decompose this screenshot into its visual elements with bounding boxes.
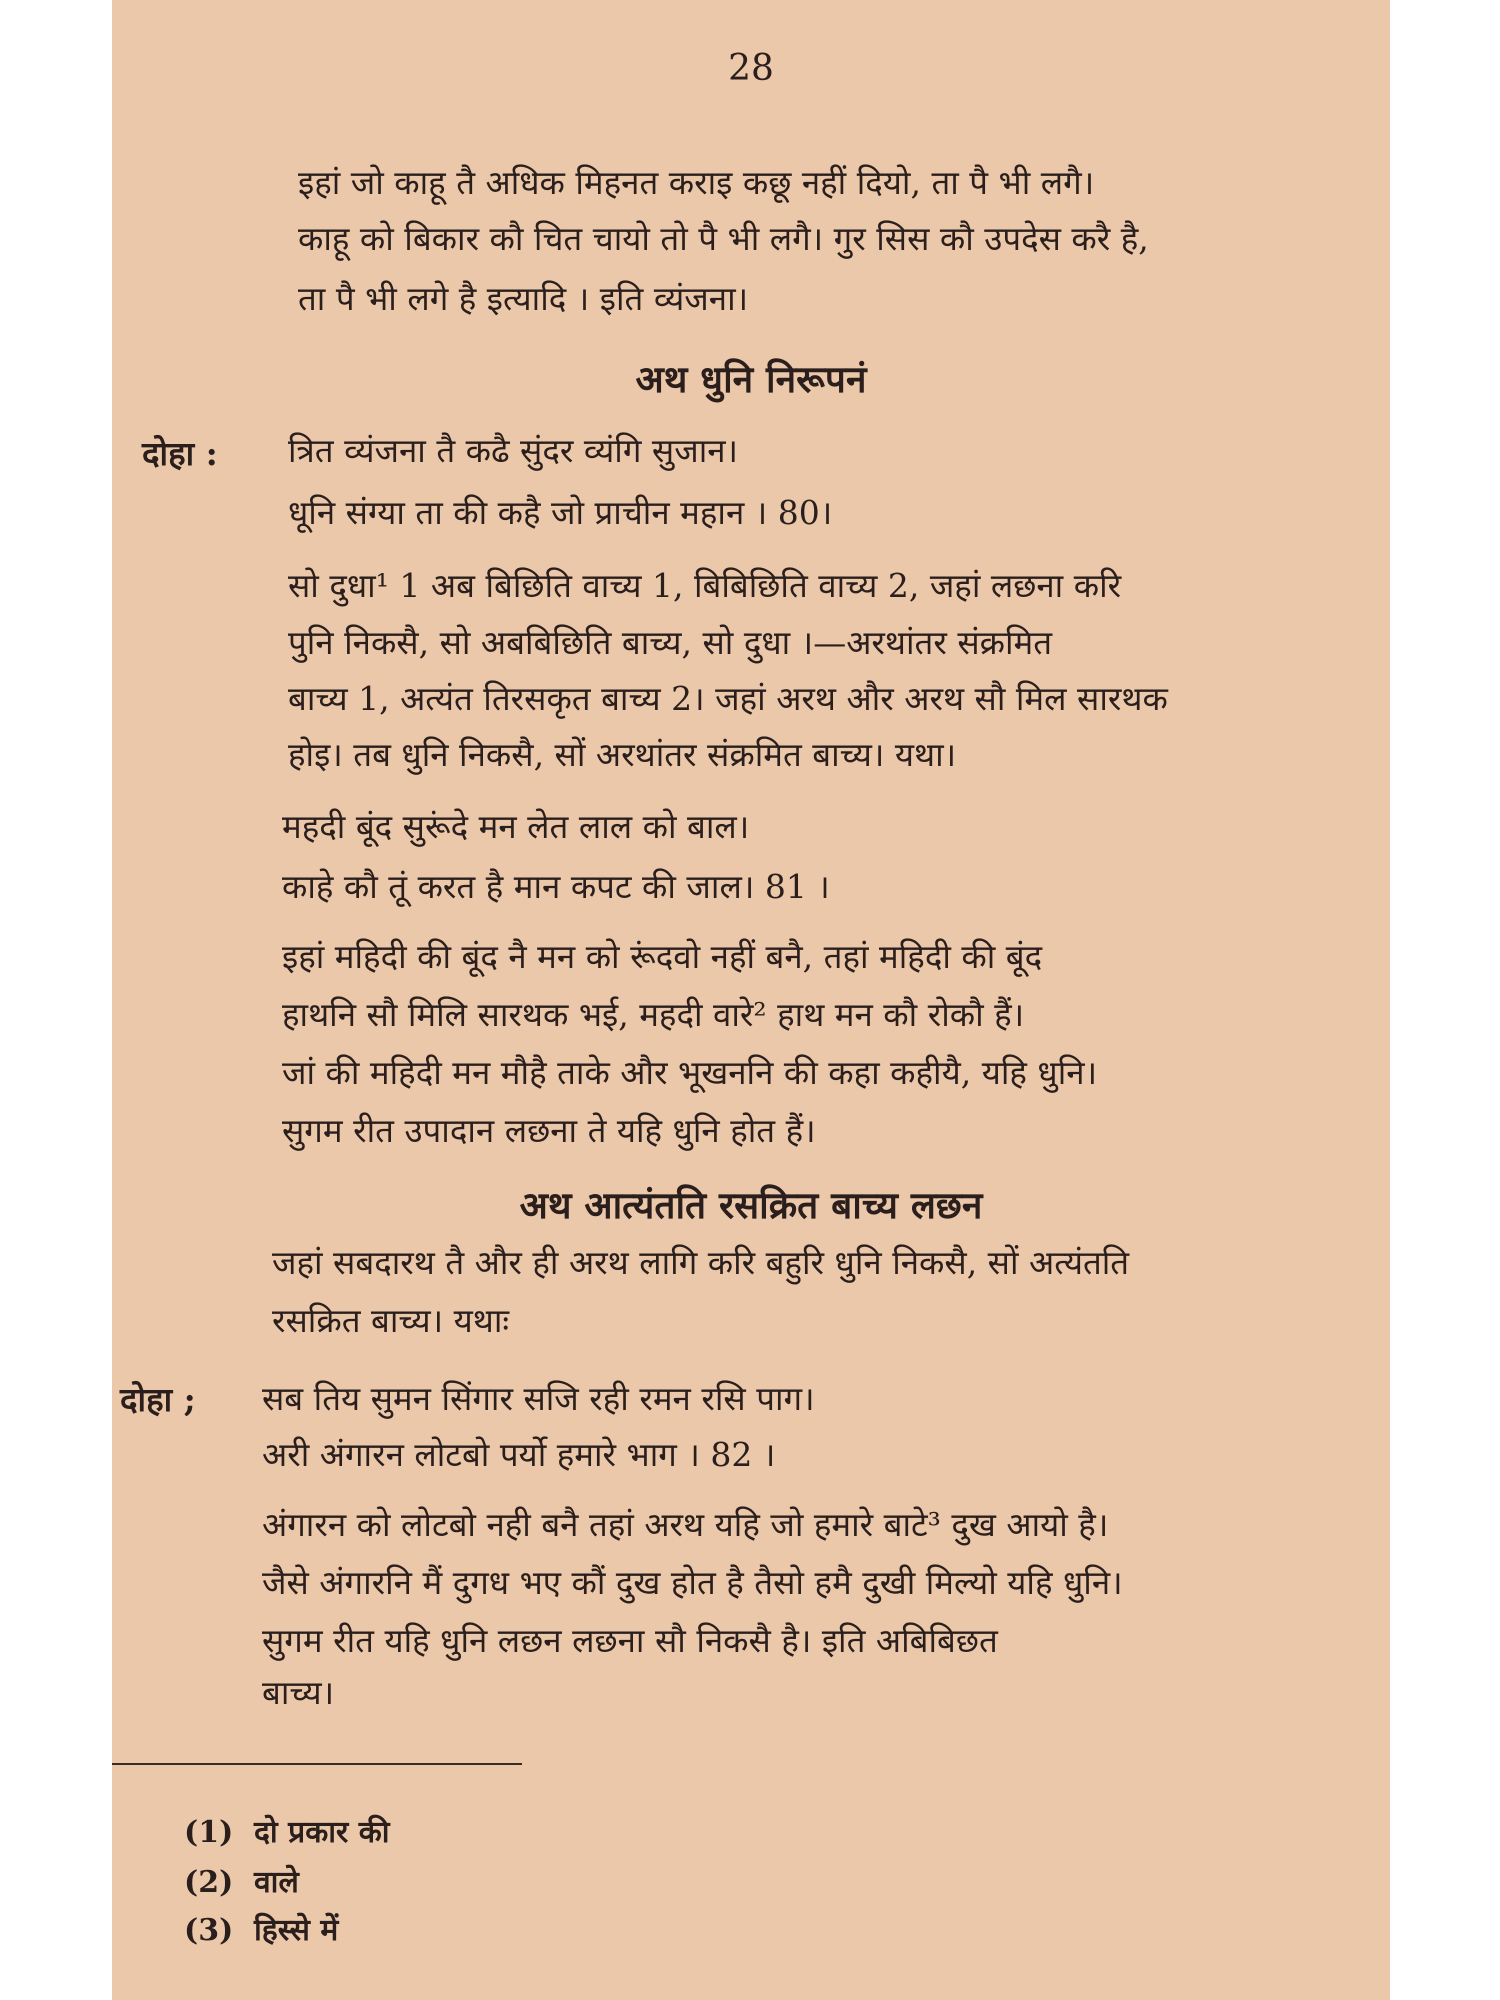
para5-line-1: अंगारन को लोटबो नही बनै तहां अरथ यहि जो हमारे बाटे³ दुख आयो है।: [262, 1505, 1109, 1544]
footnote-divider: [112, 1763, 522, 1765]
footnote-1: [184, 1810, 390, 1851]
para2-line-4: होइ। तब धुनि निकसै, सों अरथांतर संक्रमित बाच्य। यथा।: [288, 735, 957, 774]
footnote-3-text: हिस्से में: [254, 1913, 339, 1948]
para2-line-1: सो दुधा¹ 1 अब बिछिति वाच्य 1, बिबिछिति वाच्य 2, जहां लछना करि: [288, 566, 1122, 605]
footnote-1-text: दो प्रकार की: [254, 1815, 390, 1850]
scanned-page: [112, 0, 1390, 2000]
footnote-3: [184, 1908, 338, 1949]
footnote-2: [184, 1860, 299, 1901]
doha80-line-1: त्रित व्यंजना तै कढै सुंदर व्यंगि सुजान।: [288, 431, 739, 470]
heading-dhuni-nirupan: अथ धुनि निरूपनं: [635, 357, 867, 401]
para2-line-2: पुनि निकसै, सो अबबिछिति बाच्य, सो दुधा ।—अरथांतर संक्रमित: [288, 623, 1053, 662]
para3-line-3: जां की महिदी मन मौहै ताके और भूखननि की कहा कहीयै, यहि धुनि।: [282, 1053, 1098, 1092]
doha82-line-1: सब तिय सुमन सिंगार सजि रही रमन रसि पाग।: [262, 1379, 815, 1418]
para5-line-4: बाच्य।: [262, 1673, 335, 1712]
para3-line-2: हाथनि सौ मिलि सारथक भई, महदी वारे² हाथ मन कौ रोकौ हैं।: [282, 995, 1025, 1034]
para4-line-1: जहां सबदारथ तै और ही अरथ लागि करि बहुरि धुनि निकसै, सों अत्यंतति: [272, 1243, 1130, 1282]
footnote-3-number: (3): [184, 1913, 234, 1948]
para1-line-2: काहू को बिकार कौ चित चायो तो पै भी लगै। गुर सिस कौ उपदेस करै है,: [298, 219, 1149, 258]
footnote-2-number: (2): [184, 1865, 234, 1900]
para4-line-2: रसक्रित बाच्य। यथाः: [272, 1301, 510, 1340]
para2-line-3: बाच्य 1, अत्यंत तिरसकृत बाच्य 2। जहां अरथ और अरथ सौ मिल सारथक: [288, 679, 1168, 718]
verse81-line-2: काहे कौ तूं करत है मान कपट की जाल। 81 ।: [282, 867, 830, 906]
doha-label-82: दोहा ;: [120, 1380, 196, 1419]
para1-line-3: ता पै भी लगे है इत्यादि । इति व्यंजना।: [298, 279, 749, 318]
doha80-line-2: धूनि संग्या ता की कहै जो प्राचीन महान । 80।: [288, 493, 833, 532]
footnote-2-text: वाले: [254, 1865, 299, 1900]
heading-atyant-tiraskrit: अथ आत्यंतति रसक्रित बाच्य लछन: [519, 1183, 983, 1227]
para1-line-1: इहां जो काहू तै अधिक मिहनत कराइ कछू नहीं दियो, ता पै भी लगै।: [298, 163, 1095, 202]
para3-line-1: इहां महिदी की बूंद नै मन को रूंदवो नहीं बनै, तहां महिदी की बूंद: [282, 937, 1043, 976]
doha82-line-2: अरी अंगारन लोटबो पर्यो हमारे भाग । 82 ।: [262, 1435, 776, 1474]
doha-label-80: दोहा :: [142, 434, 218, 473]
footnote-1-number: (1): [184, 1815, 234, 1850]
para3-line-4: सुगम रीत उपादान लछना ते यहि धुनि होत हैं।: [282, 1111, 816, 1150]
para5-line-2: जैसे अंगारनि मैं दुगध भए कौं दुख होत है तैसो हमै दुखी मिल्यो यहि धुनि।: [262, 1563, 1123, 1602]
para5-line-3: सुगम रीत यहि धुनि लछन लछना सौ निकसै है। इति अबिबिछत: [262, 1621, 998, 1660]
page-number: 28: [728, 48, 774, 89]
verse81-line-1: महदी बूंद सुरूंदे मन लेत लाल को बाल।: [282, 807, 750, 846]
